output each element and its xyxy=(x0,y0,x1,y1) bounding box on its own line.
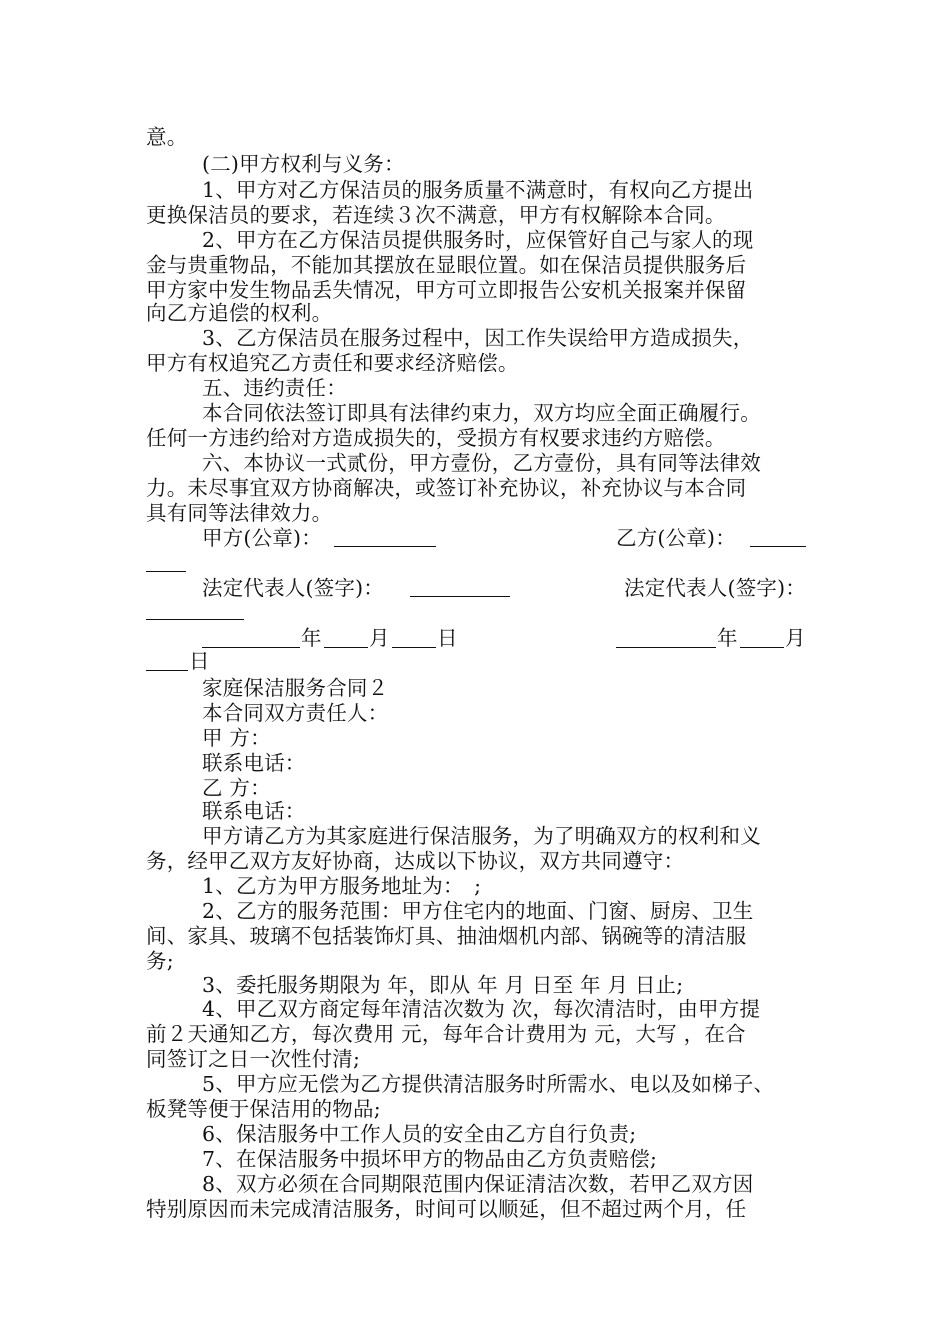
rep-b-sign-label: 法定代表人(签字)： xyxy=(624,576,806,600)
text-line: 更换保洁员的要求，若连续３次不满意，甲方有权解除本合同。 xyxy=(146,203,726,227)
text-line: 本合同依法签订即具有法律约束力，双方均应全面正确履行。 xyxy=(202,401,761,425)
text-line: 金与贵重物品，不能加其摆放在显眼位置。如在保洁员提供服务后 xyxy=(146,253,747,277)
date-b-day-blank xyxy=(146,648,188,671)
text-line: 5、甲方应无偿为乙方提供清洁服务时所需水、电以及如梯子、 xyxy=(202,1072,775,1096)
date-b-day-label: 日 xyxy=(189,649,210,673)
text-line: 6、保洁服务中工作人员的安全由乙方自行负责; xyxy=(202,1122,637,1146)
party-b-seal-blank xyxy=(750,524,806,547)
contract-title: 家庭保洁服务合同２ xyxy=(202,676,389,700)
text-line: 甲方请乙方为其家庭进行保洁服务，为了明确双方的权利和义 xyxy=(202,824,761,848)
text-line: 1、乙方为甲方服务地址为： ; xyxy=(202,874,482,898)
text-line: 甲方家中发生物品丢失情况，甲方可立即报告公安机关报案并保留 xyxy=(146,278,747,302)
date-a-month-label: 月 xyxy=(369,626,390,650)
date-b-year-label: 年 xyxy=(717,626,738,650)
text-line: 务; xyxy=(146,949,174,973)
text-line: 乙 方： xyxy=(202,776,271,800)
text-line: 甲方有权追究乙方责任和要求经济赔偿。 xyxy=(146,351,519,375)
text-line: 4、甲乙双方商定每年清洁次数为 次，每次清洁时，由甲方提 xyxy=(202,997,761,1021)
party-a-seal-label: 甲方(公章)： xyxy=(202,526,322,550)
text-line: 同签订之日一次性付清; xyxy=(146,1047,361,1071)
rep-a-sign-blank xyxy=(410,574,510,597)
text-line: 板凳等便于保洁用的物品; xyxy=(146,1097,381,1121)
date-a-year-blank xyxy=(202,625,300,648)
date-b-month-blank xyxy=(740,625,784,648)
text-line: 务，经甲乙双方友好协商，达成以下协议，双方共同遵守： xyxy=(146,849,685,873)
text-line: 8、双方必须在合同期限范围内保证清洁次数，若甲乙双方因 xyxy=(202,1172,754,1196)
party-b-seal-blank-cont xyxy=(146,549,186,572)
text-line: 2、甲方在乙方保洁员提供服务时，应保管好自己与家人的现 xyxy=(202,228,754,252)
date-a-month-blank xyxy=(324,625,368,648)
text-line: 间、家具、玻璃不包括装饰灯具、抽油烟机内部、锅碗等的清洁服 xyxy=(146,924,747,948)
rep-b-sign-blank xyxy=(146,597,244,620)
section-heading: 五、违约责任： xyxy=(202,376,347,400)
text-line: 联系电话： xyxy=(202,751,306,775)
text-line: 力。未尽事宜双方协商解决，或签订补充协议，补充协议与本合同 xyxy=(146,476,747,500)
text-line: 2、乙方的服务范围：甲方住宅内的地面、门窗、厨房、卫生 xyxy=(202,899,754,923)
text-line: 六、本协议一式贰份，甲方壹份，乙方壹份，具有同等法律效 xyxy=(202,451,761,475)
text-line: 3、委托服务期限为 年，即从 年 月 日至 年 月 日止; xyxy=(202,973,684,997)
text-line: 向乙方追偿的权利。 xyxy=(146,301,333,325)
date-a-day-blank xyxy=(392,625,436,648)
text-line: 意。 xyxy=(146,125,188,149)
text-line: 7、在保洁服务中损坏甲方的物品由乙方负责赔偿; xyxy=(202,1147,658,1171)
text-line: 前２天通知乙方，每次费用 元，每年合计费用为 元，大写 ，在合 xyxy=(146,1022,746,1046)
party-a-seal-blank xyxy=(334,524,436,547)
date-b-month-label: 月 xyxy=(785,626,806,650)
date-a-year-label: 年 xyxy=(301,626,322,650)
text-line: 甲 方： xyxy=(202,726,271,750)
text-line: 特别原因而未完成清洁服务，时间可以顺延，但不超过两个月，任 xyxy=(146,1197,747,1221)
text-line: (二)甲方权利与义务： xyxy=(202,152,405,176)
date-b-year-blank xyxy=(616,625,716,648)
text-line: 3、乙方保洁员在服务过程中，因工作失误给甲方造成损失， xyxy=(202,326,754,350)
text-line: 具有同等法律效力。 xyxy=(146,501,333,525)
text-line: 任何一方违约给对方造成损失的，受损方有权要求违约方赔偿。 xyxy=(146,426,726,450)
rep-a-sign-label: 法定代表人(签字)： xyxy=(202,576,384,600)
text-line: 联系电话： xyxy=(202,799,306,823)
party-b-seal-label: 乙方(公章)： xyxy=(616,526,736,550)
text-line: 本合同双方责任人： xyxy=(202,701,389,725)
text-line: 1、甲方对乙方保洁员的服务质量不满意时，有权向乙方提出 xyxy=(202,178,754,202)
date-a-day-label: 日 xyxy=(437,626,458,650)
